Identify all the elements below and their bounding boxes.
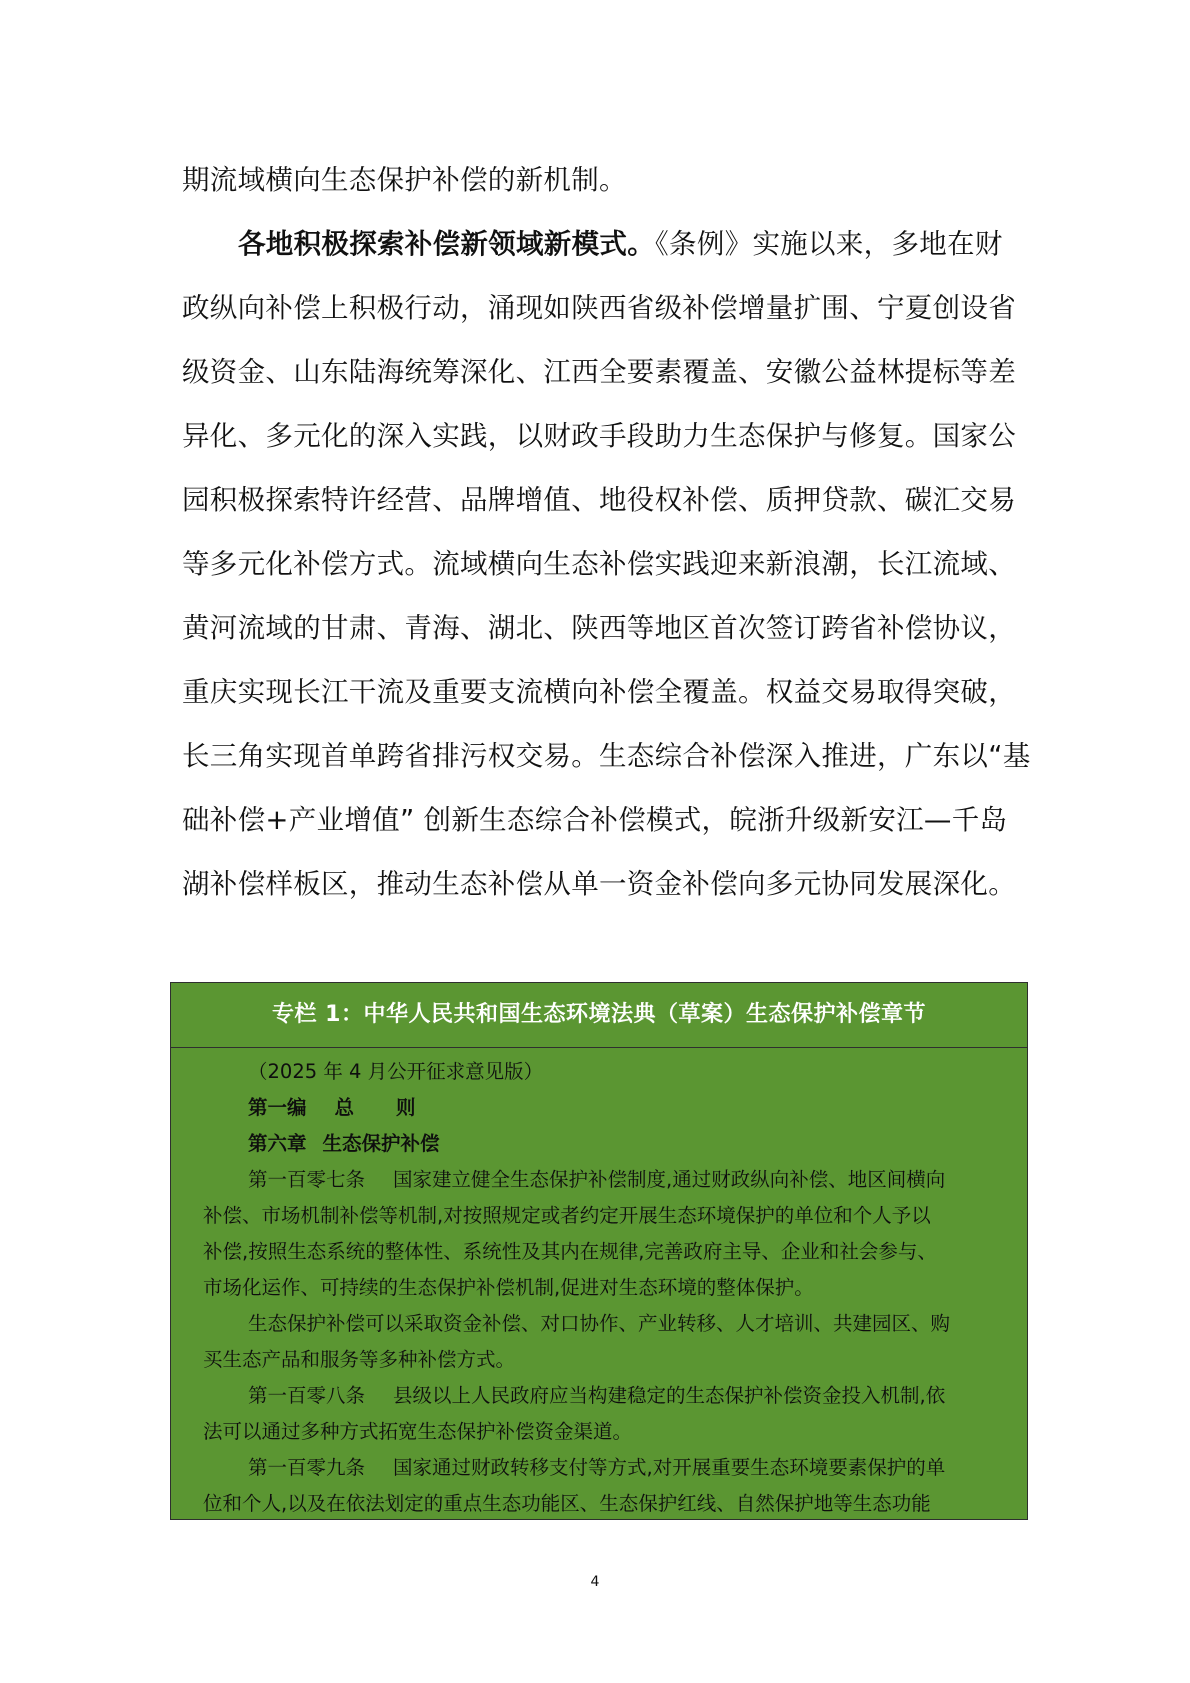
box-title: 专栏 1：中华人民共和国生态环境法典（草案）生态保护补偿章节 — [171, 983, 1027, 1048]
text-line: 黄河流域的甘肃、青海、湖北、陕西等地区首次签订跨省补偿协议， — [182, 612, 1016, 644]
text-line: 重庆实现长江干流及重要支流横向补偿全覆盖。权益交易取得突破， — [182, 676, 1016, 708]
text-line: 等多元化补偿方式。流域横向生态补偿实践迎来新浪潮，长江流域、 — [182, 548, 1016, 580]
article-108-first-line — [203, 1378, 1001, 1414]
text-line: 期流域横向生态保护补偿的新机制。 — [182, 164, 627, 196]
text-line: 长三角实现首单跨省排污权交易。生态综合补偿深入推进，广东以“基 — [182, 740, 1031, 772]
text-span: 《条例》实施以来，多地在财 — [655, 228, 1003, 260]
box-text-line: 买生态产品和服务等多种补偿方式。 — [203, 1348, 516, 1371]
page-number: 4 — [590, 1574, 600, 1590]
part-heading — [203, 1090, 1001, 1126]
text-line: 异化、多元化的深入实践，以财政手段助力生态保护与修复。国家公 — [182, 420, 1016, 452]
box-text-line: 法可以通过多种方式拓宽生态保护补偿资金渠道。 — [203, 1420, 633, 1443]
chapter-label: 第六章 — [248, 1132, 307, 1155]
part-label: 第一编 — [248, 1096, 307, 1119]
sidebar-box-column-1 — [170, 982, 1028, 1520]
text-line: 园积极探索特许经营、品牌增值、地役权补偿、质押贷款、碳汇交易 — [182, 484, 1016, 516]
box-text-line: 生态保护补偿可以采取资金补偿、对口协作、产业转移、人才培训、共建园区、购 — [248, 1312, 951, 1335]
body-text — [182, 148, 1031, 916]
box-text-line: 补偿、市场机制补偿等机制,对按照规定或者约定开展生态环境保护的单位和个人予以 — [203, 1204, 931, 1227]
text-line: 础补偿+产业增值” 创新生态综合补偿模式，皖浙升级新安江—千岛 — [182, 804, 1008, 836]
chapter-heading — [203, 1126, 1001, 1162]
bold-lead-sentence: 各地积极探索补偿新领域新模式。 — [238, 228, 655, 260]
box-text-line: 位和个人,以及在依法划定的重点生态功能区、生态保护红线、自然保护地等生态功能 — [203, 1492, 931, 1515]
box-body — [171, 1048, 1027, 1520]
article-109-label: 第一百零九条 — [248, 1456, 366, 1479]
text-span: 国家建立健全生态保护补偿制度,通过财政纵向补偿、地区间横向 — [393, 1168, 946, 1191]
box-subtitle: （2025 年 4 月公开征求意见版） — [248, 1060, 544, 1083]
article-109-first-line — [203, 1450, 1001, 1486]
text-span: 县级以上人民政府应当构建稳定的生态保护补偿资金投入机制,依 — [393, 1384, 946, 1407]
part-title-b: 则 — [396, 1096, 416, 1119]
box-text-line: 市场化运作、可持续的生态保护补偿机制,促进对生态环境的整体保护。 — [203, 1276, 814, 1299]
article-108-label: 第一百零八条 — [248, 1384, 366, 1407]
article-107-label: 第一百零七条 — [248, 1168, 366, 1191]
text-line: 湖补偿样板区，推动生态补偿从单一资金补偿向多元协同发展深化。 — [182, 868, 1016, 900]
text-line: 政纵向补偿上积极行动，涌现如陕西省级补偿增量扩围、宁夏创设省 — [182, 292, 1016, 324]
part-title-a: 总 — [334, 1096, 355, 1119]
text-span: 国家通过财政转移支付等方式,对开展重要生态环境要素保护的单 — [393, 1456, 946, 1479]
paragraph-lead-line — [182, 212, 1014, 276]
article-107-first-line — [203, 1162, 1001, 1198]
chapter-title: 生态保护补偿 — [322, 1132, 440, 1155]
box-text-line: 补偿,按照生态系统的整体性、系统性及其内在规律,完善政府主导、企业和社会参与、 — [203, 1240, 937, 1263]
text-line: 级资金、山东陆海统筹深化、江西全要素覆盖、安徽公益林提标等差 — [182, 356, 1016, 388]
